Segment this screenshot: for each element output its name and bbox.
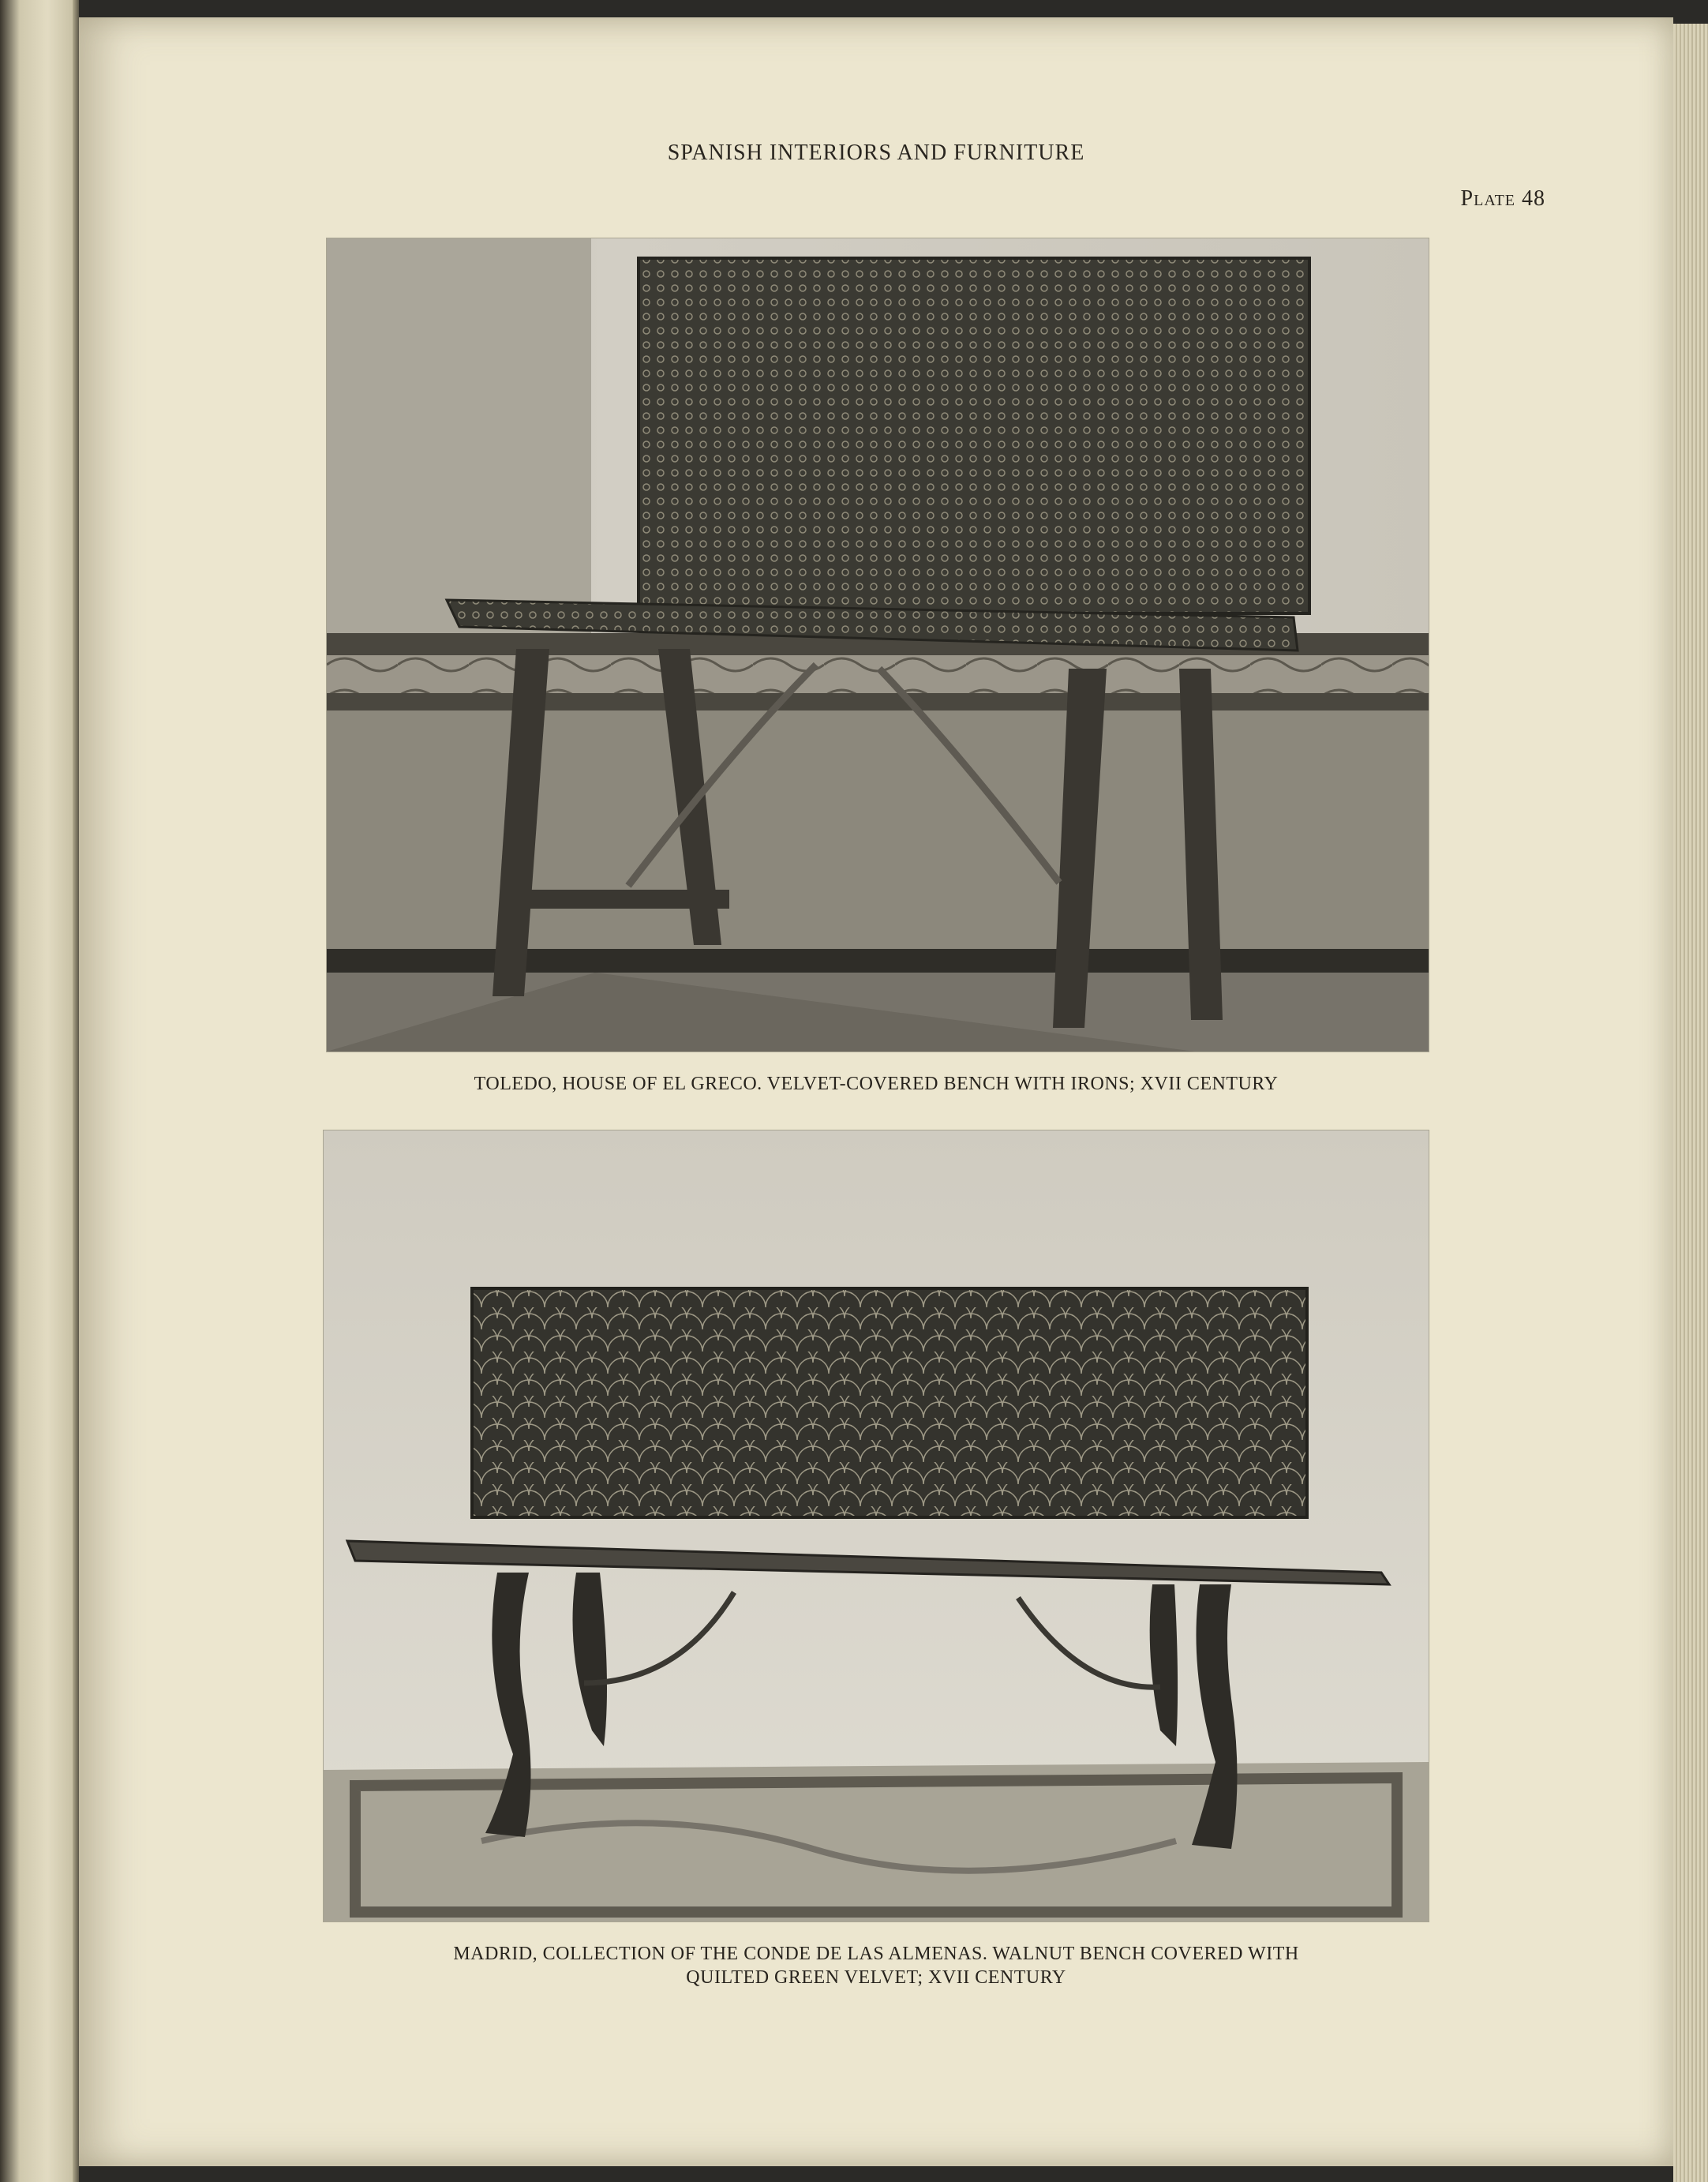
page-stack-edge [1673,24,1708,2182]
caption-lower-line-1: MADRID, COLLECTION OF THE CONDE DE LAS ALMENAS. WALNUT BENCH COVERED WITH [453,1944,1299,1964]
photo-toledo-bench [327,238,1429,1052]
plate-number: Plate 48 [1460,186,1545,211]
walnut-bench-image [324,1130,1429,1921]
facing-page-edge [0,0,79,2182]
caption-lower-line-2: QUILTED GREEN VELVET; XVII CENTURY [686,1967,1066,1988]
photo-madrid-bench [324,1130,1429,1921]
caption-lower [79,1942,1673,1989]
running-head: SPANISH INTERIORS AND FURNITURE [667,141,1085,165]
bench-with-irons-image [327,238,1429,1052]
book-page [79,17,1673,2166]
caption-upper: TOLEDO, HOUSE OF EL GRECO. VELVET-COVERED BENCH WITH IRONS; XVII CENTURY [474,1074,1279,1094]
